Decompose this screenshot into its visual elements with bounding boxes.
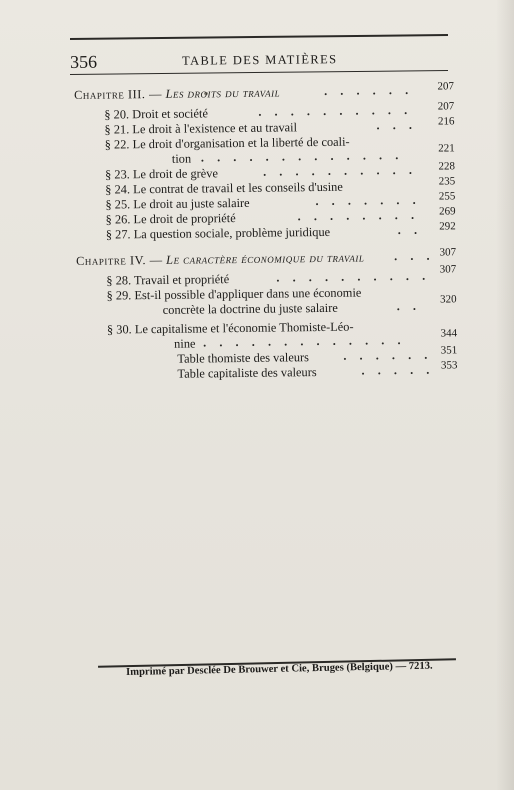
entry-title-continued: tion — [171, 151, 192, 166]
entry-title: § 30. Le capitalisme et l'économie Thomiste-Léo- — [106, 319, 354, 337]
page-number: 356 — [69, 51, 98, 72]
leader-dots: . . . . . . . . . . . . . — [200, 147, 404, 165]
chapter-label: Chapitre III. — — [74, 86, 166, 102]
leader-dots: . . . — [376, 117, 418, 133]
leader-dots: . . — [396, 298, 422, 314]
page-ref: 255 — [438, 190, 456, 203]
leader-dots: . . . . . — [361, 362, 435, 378]
page-ref: 307 — [439, 263, 457, 276]
page-ref: 207 — [437, 80, 455, 93]
entry-title-continued: concrète la doctrine du juste salaire — [162, 300, 338, 317]
page-ref: 269 — [438, 205, 456, 218]
printer-imprint: Imprimé par Desclée De Brouwer et Cie, Bruges (Belgique) — 7213. — [126, 660, 433, 678]
toc-chapter-3 — [74, 80, 455, 104]
entry-title: § 29. Est-il possible d'appliquer dans une économie — [106, 285, 362, 303]
table-of-contents — [74, 80, 458, 381]
page-ref: 228 — [438, 160, 456, 173]
chapter-title: Le caractère économique du travail — [166, 250, 365, 267]
page-ref: 307 — [439, 246, 457, 259]
page-ref: 353 — [440, 359, 458, 372]
entry-title: § 22. Le droit d'organisation et la liberté de coali- — [104, 134, 350, 152]
entry-title: § 28. Travail et propriété — [106, 272, 230, 288]
toc-entry-capitalist-table — [77, 359, 458, 384]
entry-title: Table thomiste des valeurs — [177, 350, 310, 366]
page-ref: 320 — [440, 293, 457, 306]
entry-title: § 20. Droit et société — [104, 106, 208, 122]
entry-title: § 26. Le droit de propriété — [105, 211, 236, 227]
running-title: TABLE DES MATIÈRES — [181, 52, 338, 68]
page-ref: 351 — [440, 344, 458, 357]
entry-title: § 24. Le contrat de travail et les conseils d'usine — [105, 179, 343, 197]
page-header — [70, 44, 448, 70]
header-rule — [70, 70, 448, 75]
chapter-title: Les droits du travail — [165, 85, 281, 101]
leader-dots: . . — [397, 222, 423, 238]
leader-dots: . . . . . . . . . . — [258, 102, 413, 119]
page-ref: 292 — [439, 220, 456, 233]
leader-dots: . . . . . . — [323, 82, 414, 98]
entry-title: Table capitaliste des valeurs — [177, 365, 317, 381]
page-ref: 344 — [440, 327, 458, 340]
chapter-label: Chapitre IV. — — [76, 252, 167, 268]
entry-title: § 21. Le droit à l'existence et au travail — [104, 120, 298, 137]
page-ref: 221 — [438, 142, 455, 155]
toc-chapter-4 — [76, 246, 457, 270]
page-ref: 216 — [437, 115, 455, 128]
page-edge-shadow — [496, 0, 514, 790]
leader-dots: . . . . . . . . . . . . . — [203, 332, 406, 350]
leader-dots: . . . . . . . — [315, 192, 421, 209]
entry-title: § 27. La question sociale, problème juridique — [105, 224, 331, 242]
toc-entry-27 — [76, 220, 456, 244]
leader-dots: . . . . . . . . . . — [262, 162, 417, 179]
page-ref: 207 — [437, 100, 455, 113]
leader-dots: . . . . . . . . — [297, 207, 420, 224]
leader-dots: . . . — [393, 248, 435, 264]
entry-title-continued: nine — [174, 336, 196, 351]
entry-title: § 25. Le droit au juste salaire — [105, 195, 250, 212]
entry-title: § 23. Le droit de grève — [104, 166, 218, 182]
page-ref: 235 — [438, 175, 456, 188]
leader-dots: . . . . . . — [343, 347, 433, 363]
leader-dots: . . . . . . . . . . — [276, 268, 431, 285]
top-rule — [70, 34, 448, 40]
